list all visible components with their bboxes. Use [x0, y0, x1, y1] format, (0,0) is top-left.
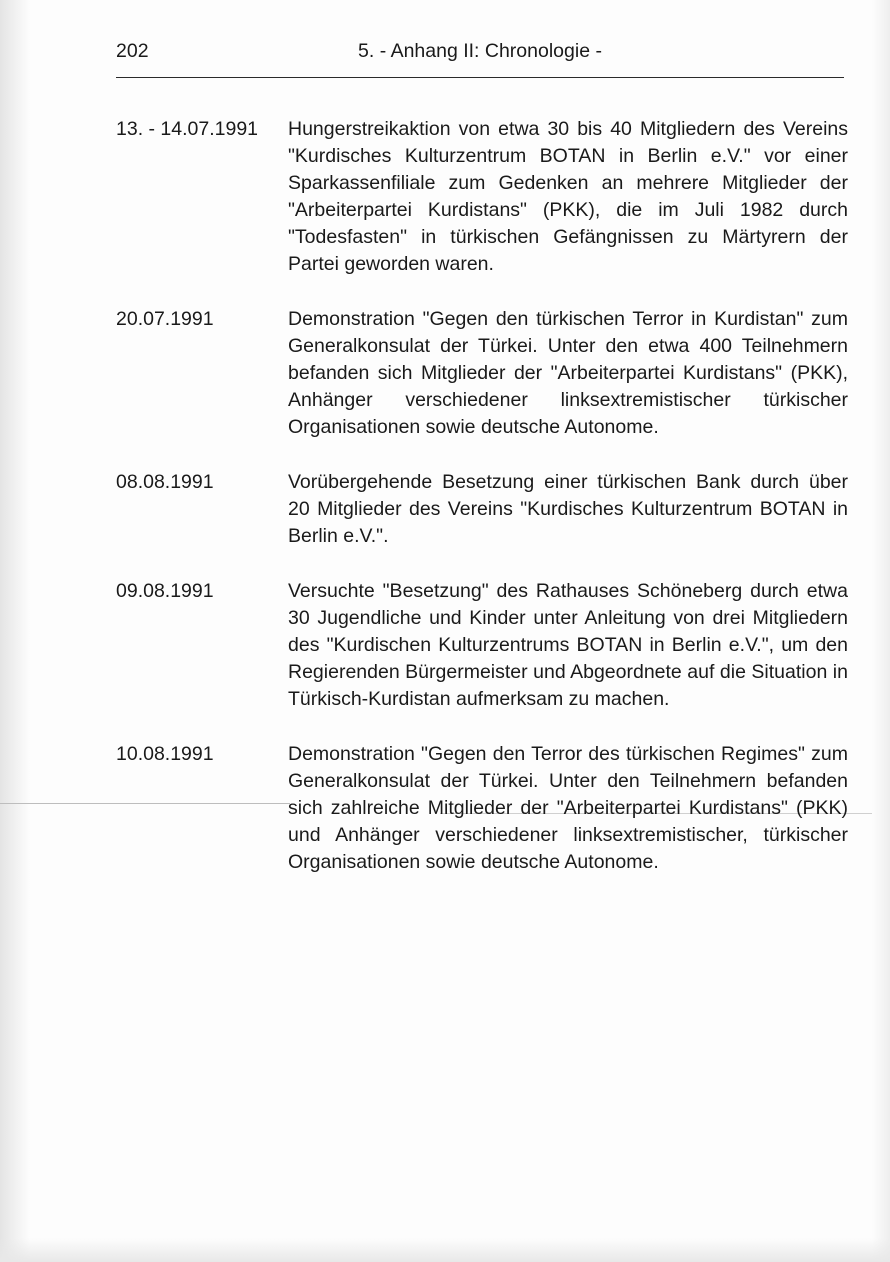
- chronology-entry: [116, 306, 848, 441]
- chronology-entry: [116, 578, 848, 713]
- chronology-entry: [116, 469, 848, 550]
- entry-date: 08.08.1991: [116, 471, 214, 493]
- chronology-entry: [116, 741, 848, 876]
- chronology-entry: [116, 116, 848, 278]
- entry-text: Hungerstreikaktion von etwa 30 bis 40 Mitgliedern des Vereins "Kurdisches Kulturzentrum BOTAN in Berlin e.V." vor einer Sparkassenfiliale zum Gedenken an mehrere Mitglieder der "Arbeiterpartei Kurdistans" (PKK), die im Juli 1982 durch "Todesfasten" in türkischen Gefängnissen zu Märtyrern der Partei geworden waren.: [288, 118, 848, 275]
- entry-date: 20.07.1991: [116, 308, 214, 330]
- chronology-list: [116, 116, 848, 904]
- scan-edge-shadow-bottom: [0, 1238, 890, 1262]
- entry-date: 09.08.1991: [116, 580, 214, 602]
- entry-text: Demonstration "Gegen den Terror des türkischen Regimes" zum Generalkonsulat der Türkei. Unter den Teilnehmern befanden sich zahlreiche Mitglieder der "Arbeiterpartei Kurdistans" (PKK) und Anhänger verschiedener linksextremistischer, türkischer Organisationen sowie deutsche Autonome.: [288, 743, 848, 873]
- page-header: [116, 36, 844, 76]
- entry-date: 13. - 14.07.1991: [116, 118, 259, 140]
- scan-edge-shadow-right: [872, 0, 890, 1262]
- entry-text: Demonstration "Gegen den türkischen Terror in Kurdistan" zum Generalkonsulat der Türkei. Unter den etwa 400 Teilnehmern befanden sich Mitglieder der "Arbeiterpartei Kurdistans" (PKK), Anhänger verschiedener linksextremistischer türkischer Organisationen sowie deutsche Autonome.: [288, 308, 848, 438]
- header-divider: [116, 77, 844, 78]
- page-number: 202: [116, 40, 149, 62]
- entry-date: 10.08.1991: [116, 743, 214, 765]
- running-title: 5. - Anhang II: Chronologie -: [358, 40, 602, 62]
- scan-edge-shadow-left: [0, 0, 30, 1262]
- entry-text: Versuchte "Besetzung" des Rathauses Schöneberg durch etwa 30 Jugendliche und Kinder unter Anleitung von drei Mitgliedern des "Kurdischen Kulturzentrums BOTAN in Berlin e.V.", um den Regierenden Bürgermeister und Abgeordnete auf die Situation in Türkisch-Kurdistan aufmerksam zu machen.: [288, 580, 848, 710]
- entry-text: Vorübergehende Besetzung einer türkischen Bank durch über 20 Mitglieder des Vereins "Kurdisches Kulturzentrum BOTAN in Berlin e.V.".: [288, 471, 848, 547]
